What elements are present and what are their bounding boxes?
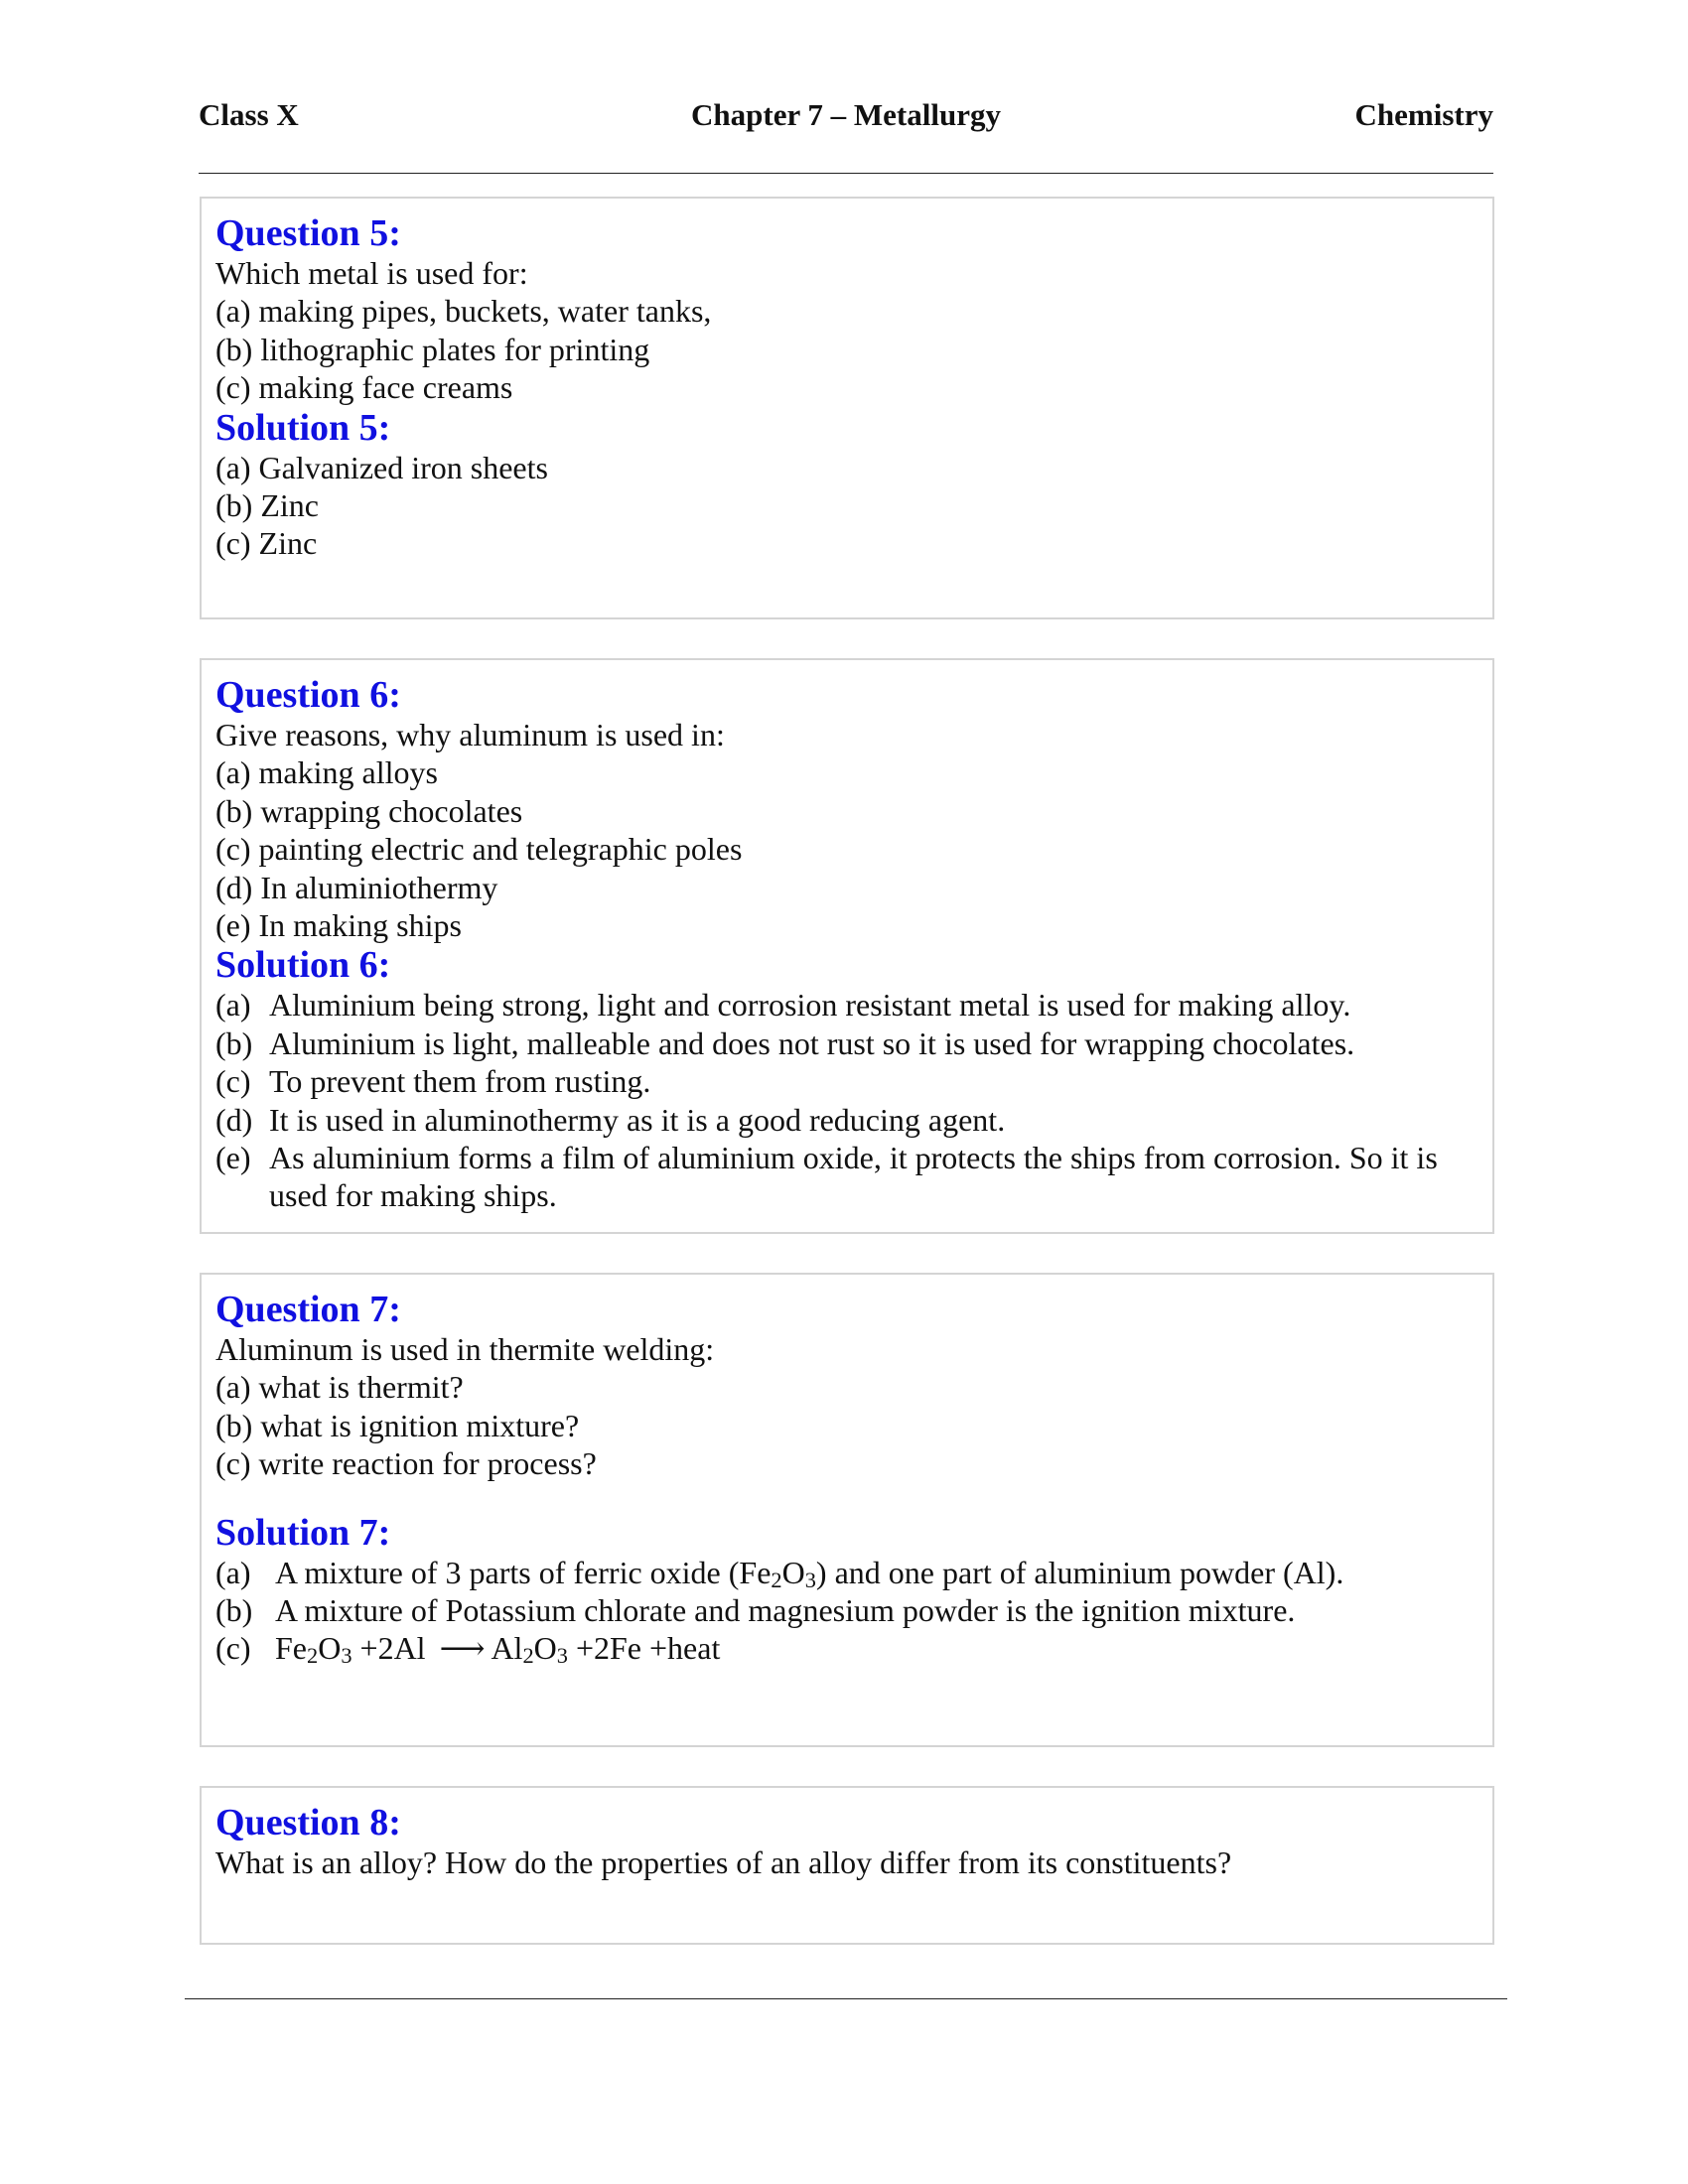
solution-item-text: As aluminium forms a film of aluminium oxide, it protects the ships from corrosion. So it is used for making ships. [269,1140,1438,1214]
solution-5-line: (c) Zinc [215,525,318,562]
solution-7-item-a [215,1554,1492,1591]
solution-7-item-b [215,1591,1492,1629]
solution-item-label: (e) [215,1140,251,1176]
question-5-box [200,197,1494,619]
solution-item-text: A mixture of 3 parts of ferric oxide $(Fe_2O_3)$ and one part of aluminium powder (Al). [275,1554,1344,1592]
reaction-equation: $Fe_2O_3 +2Al$ ⟶ $Al_2O_3 +2Fe$ +heat [275,1630,721,1669]
solution-6-item [215,986,1492,1024]
question-5-line: (c) making face creams [215,369,513,406]
solution-item-label: (a) [215,1554,251,1590]
solution-item-text: To prevent them from rusting. [269,1063,651,1100]
question-7-title: Question 7: [215,1289,401,1330]
solution-6-list [215,986,1492,1214]
question-7-line: (c) write reaction for process? [215,1445,597,1482]
question-5-line: (a) making pipes, buckets, water tanks, [215,293,712,330]
solution-6-item [215,1024,1492,1062]
question-6-line: Give reasons, why aluminum is used in: [215,717,725,752]
header-rule [199,173,1493,174]
header-chapter: Chapter 7 – Metallurgy [691,97,1001,132]
header-class: Class X [199,97,299,132]
question-6-line: (b) wrapping chocolates [215,792,523,829]
solution-item-label: (a) [215,987,251,1024]
question-8-title: Question 8: [215,1802,401,1843]
solution-item-label: (c) [215,1630,251,1667]
question-6-line: (d) In aluminiothermy [215,869,498,905]
question-6-line: (a) making alloys [215,754,438,791]
spacer [215,1483,1492,1512]
question-6-line: (c) painting electric and telegraphic poles [215,831,743,868]
page-header [199,97,1493,147]
solution-item-label: (b) [215,1024,253,1061]
solution-item-text: Aluminium is light, malleable and does not rust so it is used for wrapping chocolates. [269,1024,1355,1061]
solution-5-title: Solution 5: [215,406,391,449]
solution-6-item [215,1101,1492,1139]
question-7-line: (b) what is ignition mixture? [215,1407,580,1443]
question-7-line: (a) what is thermit? [215,1369,464,1406]
solution-7-list [215,1554,1492,1668]
question-7-box [200,1273,1494,1747]
footer-rule [185,1998,1507,1999]
question-5-title: Question 5: [215,212,401,254]
question-8-box [200,1786,1494,1945]
solution-6-title: Solution 6: [215,944,391,987]
solution-7-title: Solution 7: [215,1511,391,1554]
question-8-line: What is an alloy? How do the properties of an alloy differ from its constituents? [215,1844,1232,1880]
solution-item-text: It is used in aluminothermy as it is a good reducing agent. [269,1101,1006,1138]
solution-5-line: (b) Zinc [215,487,319,524]
question-6-line: (e) In making ships [215,907,462,944]
solution-item-text: A mixture of Potassium chlorate and magnesium powder is the ignition mixture. [275,1592,1296,1629]
question-6-box [200,658,1494,1234]
solution-6-item [215,1062,1492,1100]
solution-item-text: Aluminium being strong, light and corrosion resistant metal is used for making alloy. [269,987,1351,1024]
solution-7-item-c [215,1629,1492,1667]
header-subject: Chemistry [1354,97,1493,132]
question-5-line: Which metal is used for: [215,255,528,291]
solution-item-label: (b) [215,1592,253,1629]
solution-5-line: (a) Galvanized iron sheets [215,449,548,485]
solution-item-label: (c) [215,1063,251,1100]
question-5-line: (b) lithographic plates for printing [215,331,650,367]
solution-6-item [215,1139,1480,1215]
solution-item-label: (d) [215,1101,253,1138]
question-7-line: Aluminum is used in thermite welding: [215,1331,715,1367]
reaction-arrow-icon: ⟶ [439,1630,486,1667]
question-6-title: Question 6: [215,674,401,716]
